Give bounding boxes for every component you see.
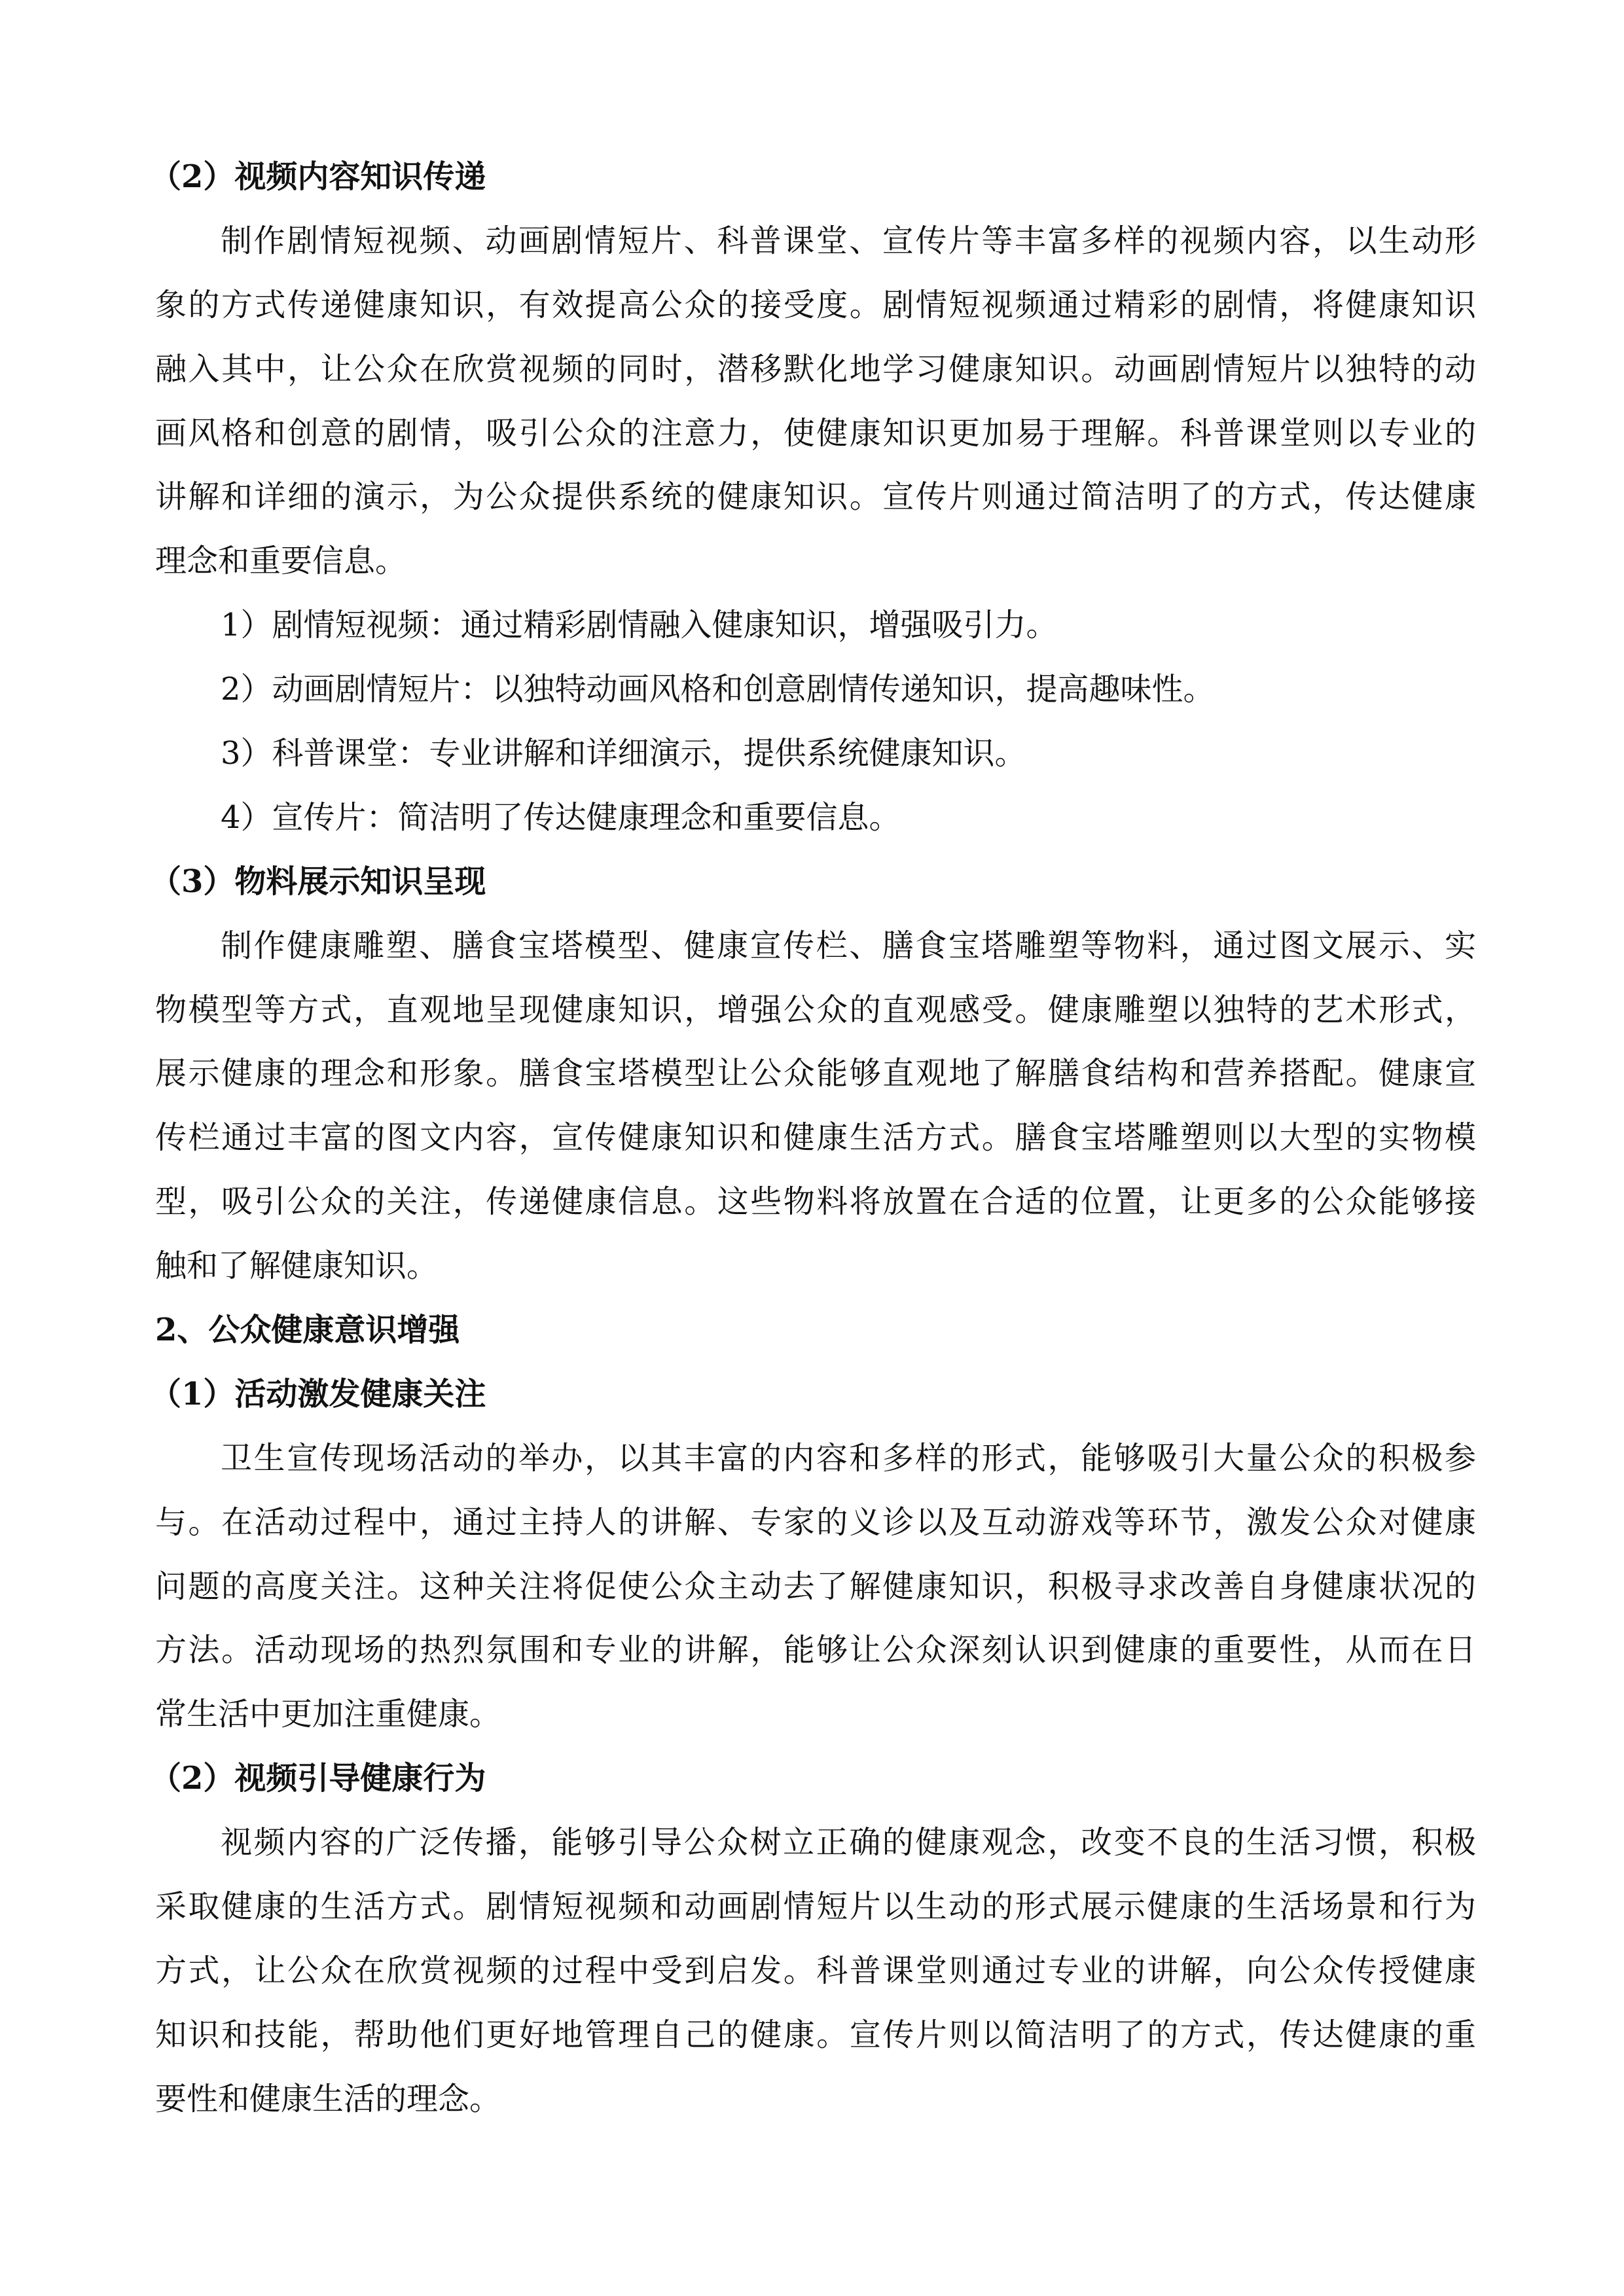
paragraph-line: 融入其中，让公众在欣赏视频的同时，潜移默化地学习健康知识。动画剧情短片以独特的动 [155,350,1476,387]
document-page [150,145,1476,2132]
paragraph-line: 与。在活动过程中，通过主持人的讲解、专家的义诊以及互动游戏等环节，激发公众对健康 [155,1503,1476,1541]
list-item: 1）剧情短视频：通过精彩剧情融入健康知识，增强吸引力。 [221,607,1058,644]
section-heading: （1）活动激发健康关注 [150,1375,486,1412]
section-heading: （3）物料展示知识呈现 [150,863,486,900]
paragraph-line: 象的方式传递健康知识，有效提高公众的接受度。剧情短视频通过精彩的剧情，将健康知识 [155,286,1476,323]
paragraph [155,1427,1476,1747]
paragraph-line: 画风格和创意的剧情，吸引公众的注意力，使健康知识更加易于理解。科普课堂则以专业的 [155,414,1476,452]
paragraph-line: 方式，让公众在欣赏视频的过程中受到启发。科普课堂则通过专业的讲解，向公众传授健康 [155,1952,1476,1989]
paragraph-line: 讲解和详细的演示，为公众提供系统的健康知识。宣传片则通过简洁明了的方式，传达健康 [155,478,1476,516]
paragraph-line: 传栏通过丰富的图文内容，宣传健康知识和健康生活方式。膳食宝塔雕塑则以大型的实物模 [155,1119,1476,1157]
paragraph-line: 卫生宣传现场活动的举办，以其丰富的内容和多样的形式，能够吸引大量公众的积极参 [221,1439,1476,1477]
list-item: 4）宣传片：简洁明了传达健康理念和重要信息。 [221,798,901,836]
paragraph [155,209,1476,594]
paragraph-line: 展示健康的理念和形象。膳食宝塔模型让公众能够直观地了解膳食结构和营养搭配。健康宣 [155,1055,1476,1092]
section-heading: 2、公众健康意识增强 [155,1312,460,1349]
paragraph [155,914,1476,1299]
section-heading: （2）视频内容知识传递 [150,158,486,195]
paragraph-line: 制作健康雕塑、膳食宝塔模型、健康宣传栏、膳食宝塔雕塑等物料，通过图文展示、实 [221,927,1476,964]
paragraph-line: 物模型等方式，直观地呈现健康知识，增强公众的直观感受。健康雕塑以独特的艺术形式， [155,991,1476,1028]
paragraph-line: 采取健康的生活方式。剧情短视频和动画剧情短片以生动的形式展示健康的生活场景和行为 [155,1888,1476,1926]
paragraph-line: 方法。活动现场的热烈氛围和专业的讲解，能够让公众深刻认识到健康的重要性，从而在日 [155,1632,1476,1669]
list-item: 2）动画剧情短片：以独特动画风格和创意剧情传递知识，提高趣味性。 [221,671,1215,708]
paragraph-line: 视频内容的广泛传播，能够引导公众树立正确的健康观念，改变不良的生活习惯，积极 [221,1824,1476,1861]
list-item: 3）科普课堂：专业讲解和详细演示，提供系统健康知识。 [221,735,1026,772]
paragraph-line: 理念和重要信息。 [155,543,407,580]
paragraph-line: 触和了解健康知识。 [155,1247,439,1285]
paragraph-line: 问题的高度关注。这种关注将促使公众主动去了解健康知识，积极寻求改善自身健康状况的 [155,1568,1476,1605]
section-heading: （2）视频引导健康行为 [150,1760,486,1797]
paragraph-line: 知识和技能，帮助他们更好地管理自己的健康。宣传片则以简洁明了的方式，传达健康的重 [155,2016,1476,2053]
paragraph-line: 制作剧情短视频、动画剧情短片、科普课堂、宣传片等丰富多样的视频内容，以生动形 [221,222,1476,259]
paragraph-line: 型，吸引公众的关注，传递健康信息。这些物料将放置在合适的位置，让更多的公众能够接 [155,1183,1476,1221]
paragraph-line: 常生活中更加注重健康。 [155,1696,501,1733]
paragraph-line: 要性和健康生活的理念。 [155,2080,501,2117]
paragraph [155,1811,1476,2131]
